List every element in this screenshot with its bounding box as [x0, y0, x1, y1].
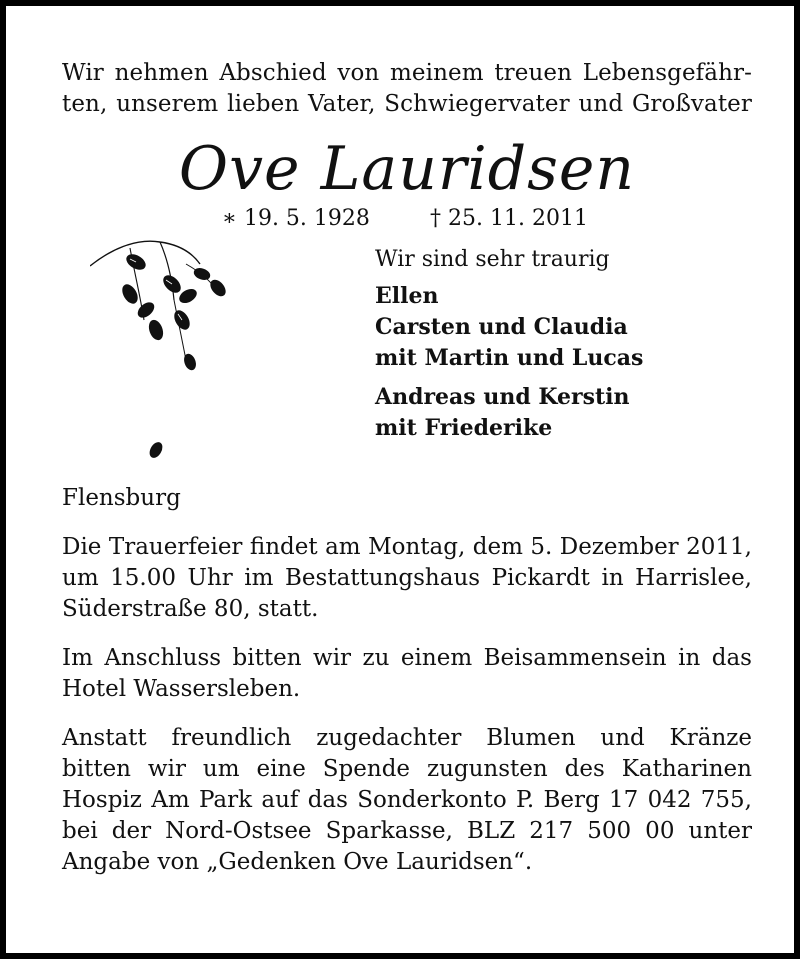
gathering-line: Im Anschluss bitten wir zu einem Beisammensein in das [62, 645, 752, 671]
birth-date: ∗ 19. 5. 1928 [222, 206, 370, 231]
gathering-paragraph [62, 643, 752, 705]
mourner-name: Ellen [375, 283, 439, 309]
mourners-group-1 [375, 281, 643, 374]
service-line: Süderstraße 80, statt. [62, 596, 319, 622]
donation-line: Angabe von „Gedenken Ove Lauridsen“. [62, 849, 533, 875]
donation-line: bei der Nord-Ostsee Sparkasse, BLZ 217 500 00 unter [62, 818, 752, 844]
mourners-lead: Wir sind sehr traurig [375, 247, 610, 272]
donation-line: Anstatt freundlich zugedachter Blumen und Kränze [62, 725, 752, 751]
service-paragraph [62, 532, 752, 625]
mourners-group-2 [375, 382, 643, 444]
donation-paragraph [62, 723, 752, 878]
deceased-name: Ove Lauridsen [178, 134, 636, 204]
gathering-line: Hotel Wassersleben. [62, 676, 301, 702]
life-dates [62, 206, 752, 240]
intro-line-2: ten, unserem lieben Vater, Schwiegervater und Großvater [62, 91, 752, 117]
obituary-content [62, 58, 752, 878]
donation-line: Hospiz Am Park auf das Sonderkonto P. Berg 17 042 755, [62, 787, 752, 813]
mourner-name: mit Martin und Lucas [375, 345, 644, 371]
mourner-name: Carsten und Claudia [375, 314, 628, 340]
mourner-name: Andreas und Kerstin [375, 384, 630, 410]
service-line: Die Trauerfeier findet am Montag, dem 5. Dezember 2011, [62, 534, 752, 560]
donation-line: bitten wir um eine Spende zugunsten des Katharinen [62, 756, 752, 782]
intro-text [62, 58, 752, 120]
mourners-section [62, 240, 752, 475]
birch-branch-icon [90, 240, 260, 470]
service-line: um 15.00 Uhr im Bestattungshaus Pickardt in Harrislee, [62, 565, 752, 591]
death-date: † 25. 11. 2011 [430, 206, 588, 231]
place-text: Flensburg [62, 485, 181, 511]
mourner-name: mit Friederike [375, 415, 553, 441]
mourners-list [375, 244, 643, 444]
intro-line-1: Wir nehmen Abschied von meinem treuen Lebensgefähr- [62, 60, 752, 86]
